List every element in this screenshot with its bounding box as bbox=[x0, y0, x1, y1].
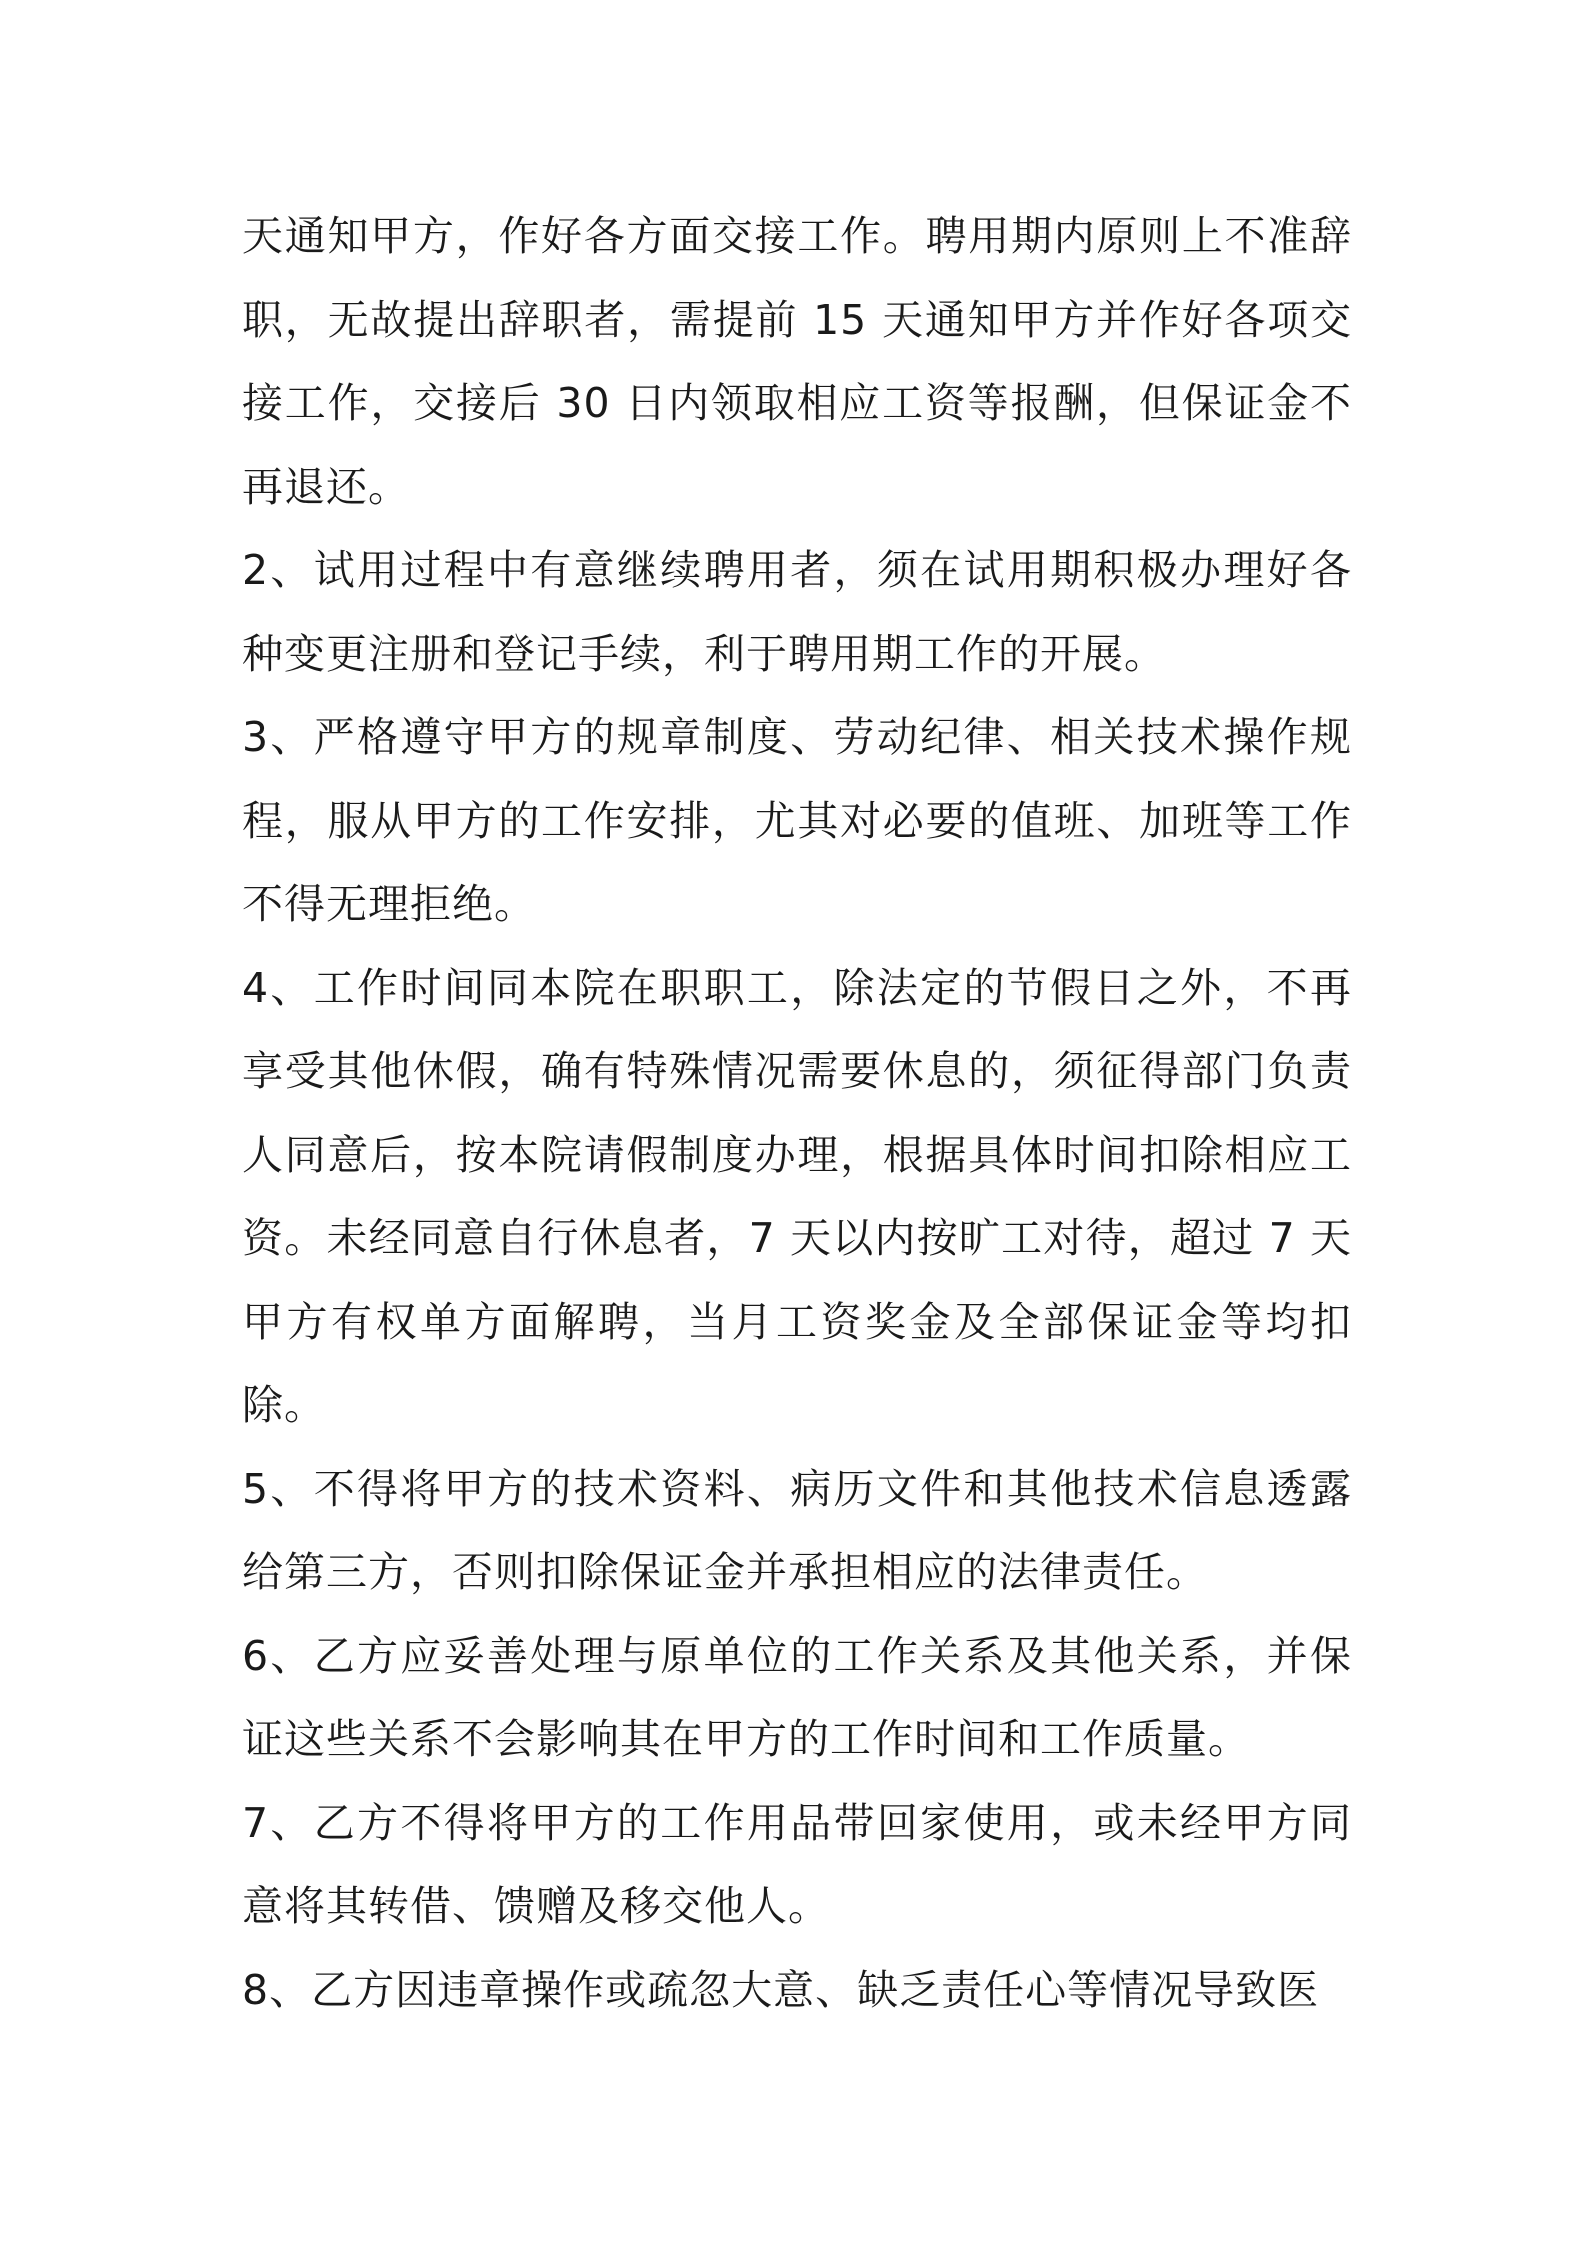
paragraph-resignation: 天通知甲方，作好各方面交接工作。聘用期内原则上不准辞职，无故提出辞职者，需提前 15 天通知甲方并作好各项交接工作，交接后 30 日内领取相应工资等报酬，但保证金不再退还。 bbox=[242, 212, 1352, 511]
document-body bbox=[242, 195, 1352, 2032]
paragraph-clause-2: 2、试用过程中有意继续聘用者，须在试用期积极办理好各种变更注册和登记手续，利于聘用期工作的开展。 bbox=[242, 546, 1352, 678]
paragraph-clause-3: 3、严格遵守甲方的规章制度、劳动纪律、相关技术操作规程，服从甲方的工作安排，尤其对必要的值班、加班等工作不得无理拒绝。 bbox=[242, 713, 1352, 928]
paragraph-clause-6: 6、乙方应妥善处理与原单位的工作关系及其他关系，并保证这些关系不会影响其在甲方的工作时间和工作质量。 bbox=[242, 1631, 1352, 1763]
paragraph-clause-8: 8、乙方因违章操作或疏忽大意、缺乏责任心等情况导致医 bbox=[242, 1965, 1320, 2014]
paragraph-clause-4: 4、工作时间同本院在职职工，除法定的节假日之外，不再享受其他休假，确有特殊情况需要休息的，须征得部门负责人同意后，按本院请假制度办理，根据具体时间扣除相应工资。未经同意自行休息者，7 天以内按旷工对待，超过 7 天甲方有权单方面解聘，当月工资奖金及全部保证金等均扣除。 bbox=[242, 963, 1352, 1429]
paragraph-clause-7: 7、乙方不得将甲方的工作用品带回家使用，或未经甲方同意将其转借、馈赠及移交他人。 bbox=[242, 1798, 1352, 1930]
paragraph-clause-5: 5、不得将甲方的技术资料、病历文件和其他技术信息透露给第三方，否则扣除保证金并承担相应的法律责任。 bbox=[242, 1464, 1352, 1596]
